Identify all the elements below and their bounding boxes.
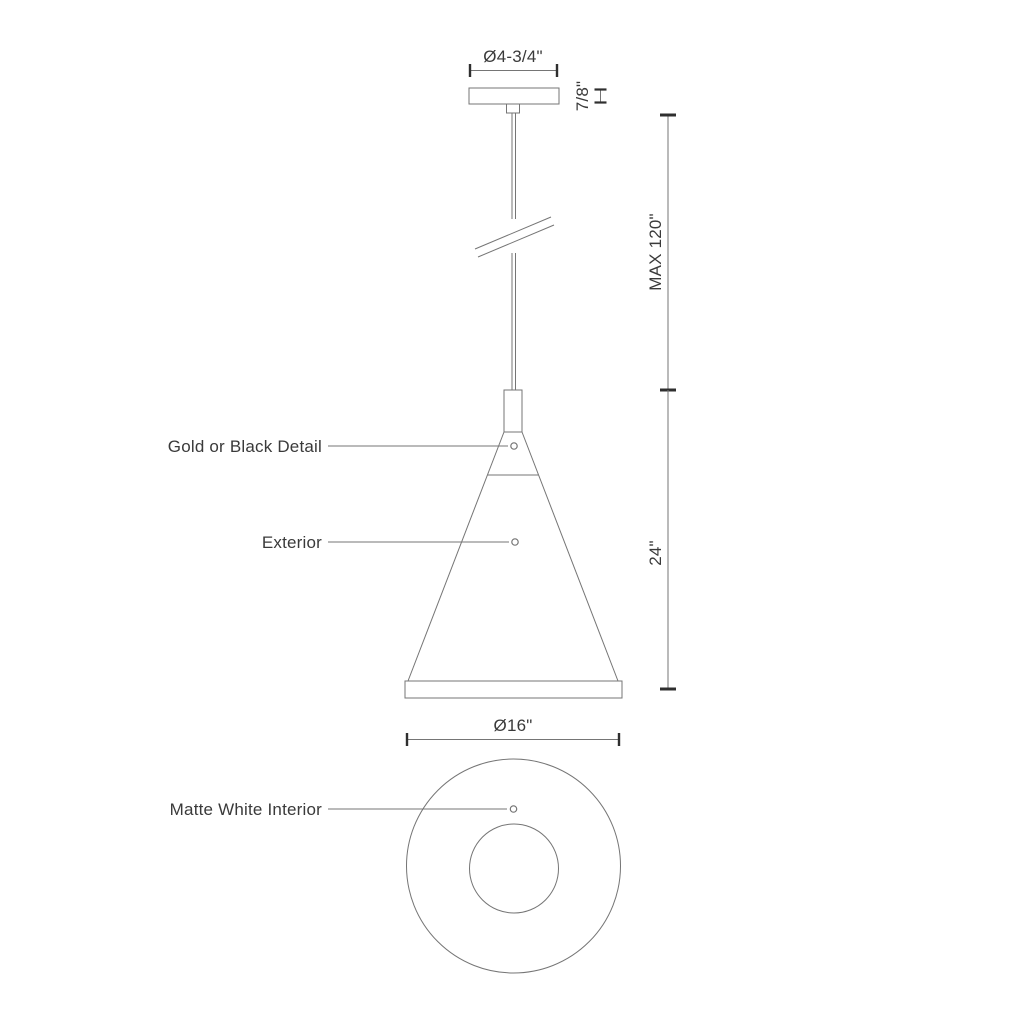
bottom-view [407,759,621,973]
canopy-height-dimension-label: 7/8" [573,80,592,112]
max-suspension-dimension-label: MAX 120" [646,213,665,291]
canopy-diameter-dimension-label: Ø4-3/4" [483,47,543,66]
shade-height-dimension-line [660,390,676,689]
shade-height-dimension-label: 24" [646,540,665,566]
suspension-cord [512,113,516,390]
cord-break-symbol [475,217,554,257]
interior-callout-label: Matte White Interior [169,800,322,819]
interior-callout-leader [328,806,517,812]
detail-callout-label: Gold or Black Detail [167,437,322,456]
exterior-callout-leader [328,539,518,545]
detail-callout-leader [328,443,517,449]
canopy-height-dimension-line [595,90,607,103]
exterior-callout-label: Exterior [261,533,322,552]
canopy-stem [507,104,520,113]
interior-callout-dot [510,806,516,812]
socket-holder [504,390,522,432]
bottom-view-inner-circle [470,824,559,913]
bottom-view-outer-circle [407,759,621,973]
exterior-callout-dot [512,539,518,545]
ceiling-canopy [469,88,559,104]
shade-diameter-dimension-label: Ø16" [493,716,533,735]
shade-rim [405,681,622,698]
shade-cone [408,432,618,681]
detail-callout-dot [511,443,517,449]
